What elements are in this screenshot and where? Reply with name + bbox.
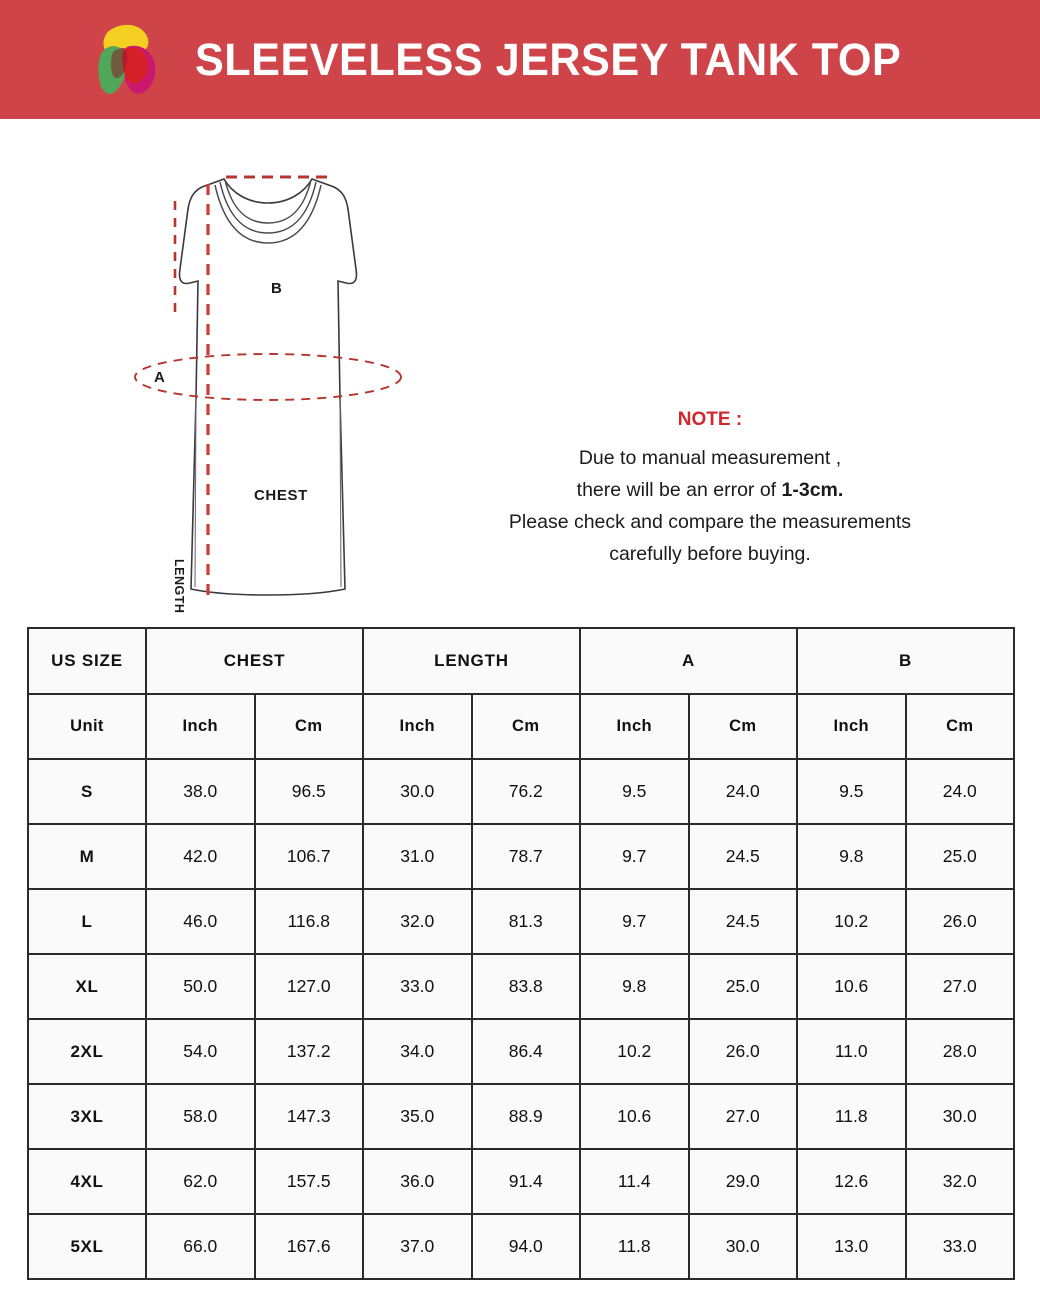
header-b-cm: Cm — [906, 694, 1015, 759]
table-body — [28, 759, 1014, 1279]
cell-b-cm: 26.0 — [906, 889, 1015, 954]
cell-b-cm: 28.0 — [906, 1019, 1015, 1084]
note-line-1: Due to manual measurement , — [578, 447, 842, 469]
note-block — [480, 409, 940, 570]
header-b: B — [797, 628, 1014, 694]
table-row — [28, 1084, 1014, 1149]
table-row — [28, 889, 1014, 954]
cell-a-in: 9.7 — [580, 889, 689, 954]
header-b-inch: Inch — [797, 694, 906, 759]
cell-chest-in: 54.0 — [146, 1019, 255, 1084]
cell-b-in: 10.6 — [797, 954, 906, 1019]
header-chest-cm: Cm — [255, 694, 364, 759]
header-a: A — [580, 628, 797, 694]
cell-size: 3XL — [28, 1084, 146, 1149]
cell-a-in: 9.5 — [580, 759, 689, 824]
table-row — [28, 759, 1014, 824]
table-head — [28, 628, 1014, 759]
note-heading: NOTE : — [677, 409, 743, 430]
cell-a-in: 11.8 — [580, 1214, 689, 1279]
header-us-size: US SIZE — [28, 628, 146, 694]
cell-length-cm: 76.2 — [472, 759, 581, 824]
cell-chest-in: 46.0 — [146, 889, 255, 954]
note-line-3: Please check and compare the measurements — [508, 511, 912, 533]
note-emphasis-tolerance: 1-3cm. — [781, 479, 844, 501]
cell-chest-in: 38.0 — [146, 759, 255, 824]
cell-a-in: 10.6 — [580, 1084, 689, 1149]
brand-logo — [92, 21, 162, 99]
cell-size: 4XL — [28, 1149, 146, 1214]
cell-a-cm: 30.0 — [689, 1214, 798, 1279]
cell-length-cm: 78.7 — [472, 824, 581, 889]
cell-chest-in: 62.0 — [146, 1149, 255, 1214]
cell-b-in: 11.0 — [797, 1019, 906, 1084]
cell-b-in: 12.6 — [797, 1149, 906, 1214]
table-unit-header-row — [28, 694, 1014, 759]
cell-b-in: 10.2 — [797, 889, 906, 954]
measurement-diagram-section — [0, 119, 1040, 627]
cell-a-cm: 24.0 — [689, 759, 798, 824]
table-row — [28, 824, 1014, 889]
table-row — [28, 1019, 1014, 1084]
label-chest: CHEST — [254, 487, 308, 504]
cell-b-cm: 33.0 — [906, 1214, 1015, 1279]
cell-a-in: 11.4 — [580, 1149, 689, 1214]
cell-size: L — [28, 889, 146, 954]
cell-b-cm: 27.0 — [906, 954, 1015, 1019]
table-group-header-row — [28, 628, 1014, 694]
cell-chest-cm: 167.6 — [255, 1214, 364, 1279]
cell-chest-in: 50.0 — [146, 954, 255, 1019]
note-line-2-text: there will be an error of — [576, 479, 782, 501]
cell-length-in: 34.0 — [363, 1019, 472, 1084]
cell-length-in: 30.0 — [363, 759, 472, 824]
header-length: LENGTH — [363, 628, 580, 694]
cell-length-cm: 88.9 — [472, 1084, 581, 1149]
cell-a-in: 9.7 — [580, 824, 689, 889]
cell-a-cm: 26.0 — [689, 1019, 798, 1084]
cell-length-in: 33.0 — [363, 954, 472, 1019]
header-chest: CHEST — [146, 628, 363, 694]
cell-chest-cm: 116.8 — [255, 889, 364, 954]
label-b: B — [271, 280, 282, 297]
note-line-2 — [480, 474, 940, 506]
cell-b-cm: 25.0 — [906, 824, 1015, 889]
header-a-cm: Cm — [689, 694, 798, 759]
cell-b-cm: 32.0 — [906, 1149, 1015, 1214]
cell-chest-cm: 127.0 — [255, 954, 364, 1019]
cell-size: S — [28, 759, 146, 824]
cell-length-in: 31.0 — [363, 824, 472, 889]
cell-a-cm: 29.0 — [689, 1149, 798, 1214]
cell-length-cm: 86.4 — [472, 1019, 581, 1084]
cell-b-in: 9.5 — [797, 759, 906, 824]
cell-chest-in: 58.0 — [146, 1084, 255, 1149]
cell-length-cm: 94.0 — [472, 1214, 581, 1279]
header-a-inch: Inch — [580, 694, 689, 759]
size-chart-table-container — [27, 627, 1013, 1280]
size-chart-table — [27, 627, 1015, 1280]
cell-b-cm: 30.0 — [906, 1084, 1015, 1149]
label-length: LENGTH — [172, 559, 186, 614]
cell-chest-cm: 157.5 — [255, 1149, 364, 1214]
table-row — [28, 954, 1014, 1019]
cell-length-cm: 91.4 — [472, 1149, 581, 1214]
cell-chest-in: 42.0 — [146, 824, 255, 889]
header-length-cm: Cm — [472, 694, 581, 759]
cell-length-in: 32.0 — [363, 889, 472, 954]
header-unit: Unit — [28, 694, 146, 759]
cell-chest-cm: 137.2 — [255, 1019, 364, 1084]
cell-size: 2XL — [28, 1019, 146, 1084]
cell-length-cm: 81.3 — [472, 889, 581, 954]
cell-chest-cm: 106.7 — [255, 824, 364, 889]
cell-b-in: 13.0 — [797, 1214, 906, 1279]
cell-a-in: 10.2 — [580, 1019, 689, 1084]
cell-chest-cm: 96.5 — [255, 759, 364, 824]
page-title: SLEEVELESS JERSEY TANK TOP — [195, 33, 902, 85]
cell-length-in: 35.0 — [363, 1084, 472, 1149]
cell-size: 5XL — [28, 1214, 146, 1279]
tank-top-illustration — [128, 149, 438, 619]
page-header-banner — [0, 0, 1040, 119]
cell-b-in: 9.8 — [797, 824, 906, 889]
label-a: A — [154, 369, 165, 386]
table-row — [28, 1214, 1014, 1279]
cell-b-in: 11.8 — [797, 1084, 906, 1149]
table-row — [28, 1149, 1014, 1214]
header-chest-inch: Inch — [146, 694, 255, 759]
cell-a-cm: 25.0 — [689, 954, 798, 1019]
cell-chest-cm: 147.3 — [255, 1084, 364, 1149]
cell-length-in: 37.0 — [363, 1214, 472, 1279]
cell-size: M — [28, 824, 146, 889]
cell-a-cm: 24.5 — [689, 824, 798, 889]
note-line-4: carefully before buying. — [609, 543, 811, 565]
cell-a-in: 9.8 — [580, 954, 689, 1019]
cell-length-in: 36.0 — [363, 1149, 472, 1214]
cell-a-cm: 24.5 — [689, 889, 798, 954]
cell-chest-in: 66.0 — [146, 1214, 255, 1279]
cell-length-cm: 83.8 — [472, 954, 581, 1019]
cell-size: XL — [28, 954, 146, 1019]
header-length-inch: Inch — [363, 694, 472, 759]
cell-b-cm: 24.0 — [906, 759, 1015, 824]
cell-a-cm: 27.0 — [689, 1084, 798, 1149]
